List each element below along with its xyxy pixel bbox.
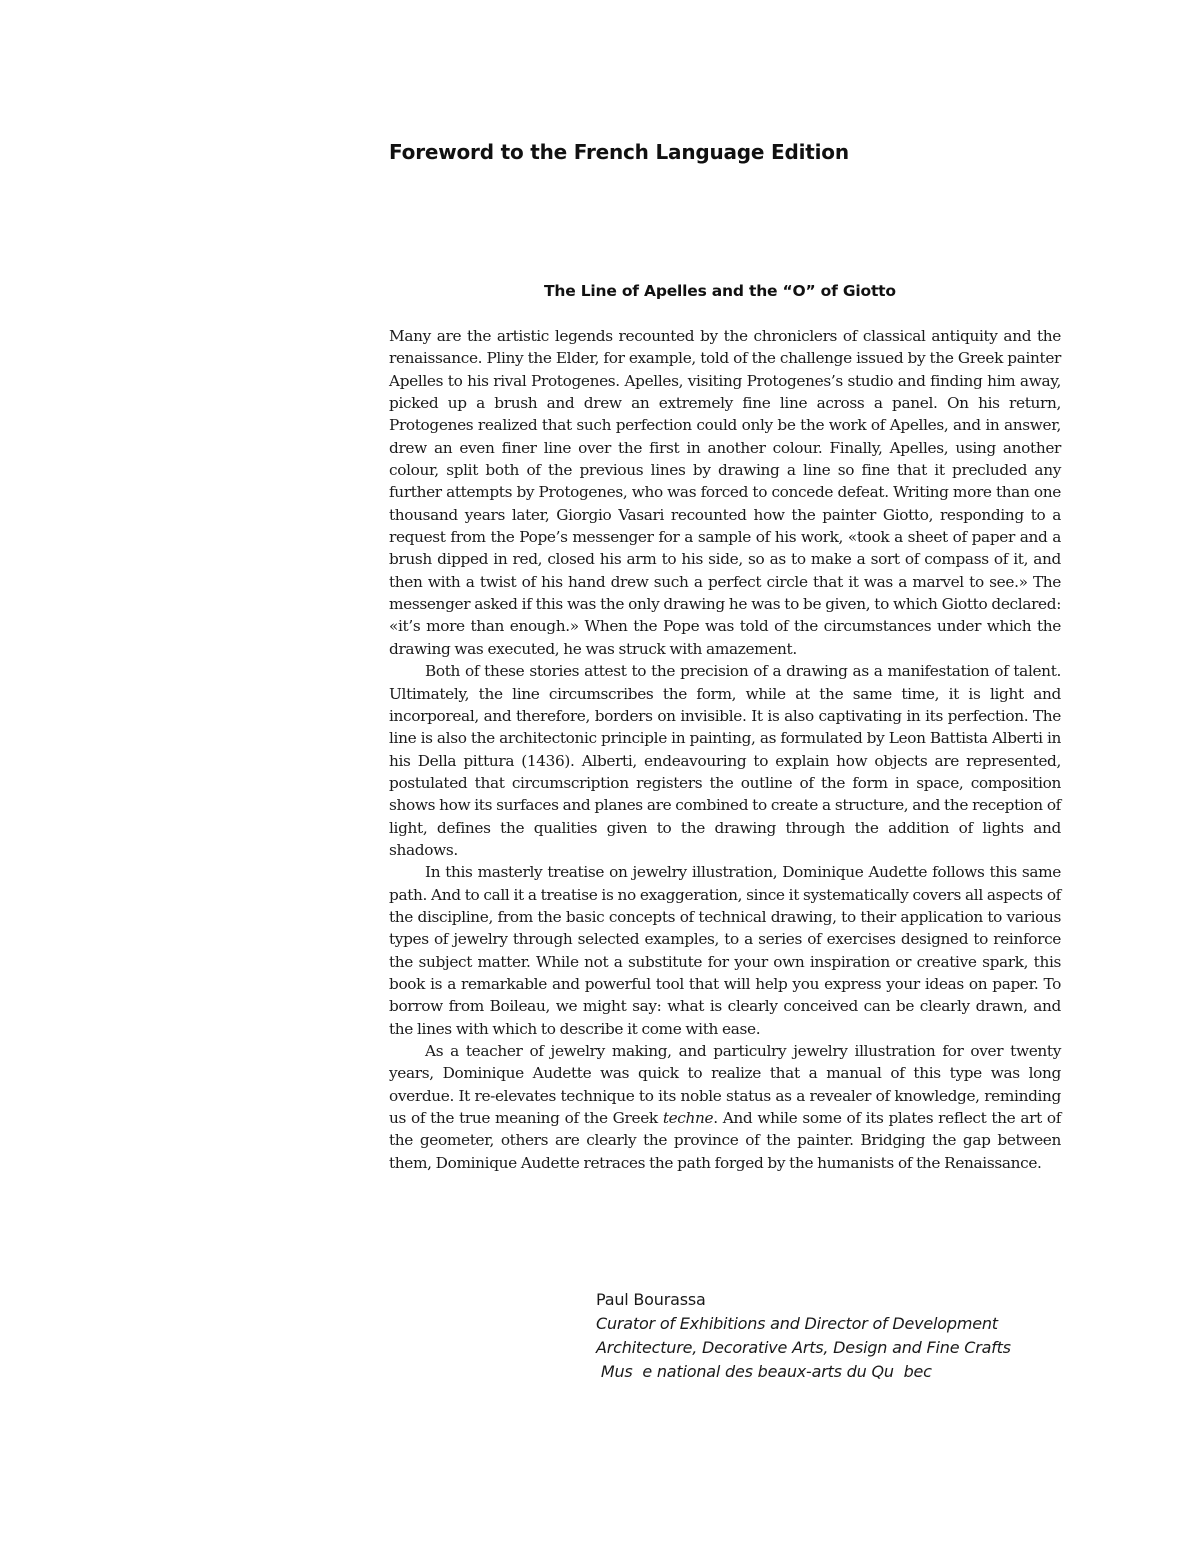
paragraph-4-italic-term: techne [662,1109,714,1128]
foreword-body [389,325,1061,1174]
signature-title-line-2: Architecture, Decorative Arts, Design and Fine Crafts [596,1338,1011,1357]
paragraph-1: Many are the artistic legends recounted by the chroniclers of classical antiquity and the renaissance. Pliny the Elder, for example, told of the challenge issued by the Greek painter Apelles to his rival Protogenes. Apelles, visiting Protogenes’s studio and finding him away, picked up a brush and drew an extremely fine line across a panel. On his return, Protogenes realized that such perfection could only be the work of Apelles, and in answer, drew an even finer line over the first in another colour. Finally, Apelles, using another colour, split both of the previous lines by drawing a line so fine that it precluded any further attempts by Protogenes, who was forced to concede defeat. Writing more than one thousand years later, Giorgio Vasari recounted how the painter Giotto, responding to a request from the Pope’s messenger for a sample of his work, «took a sheet of paper and a brush dipped in red, closed his arm to his side, so as to make a sort of compass of it, and then with a twist of his hand drew such a perfect circle that it was a marvel to see.» The messenger asked if this was the only drawing he was to be given, to which Giotto declared: «it’s more than enough.» When the Pope was told of the circumstances under which the drawing was executed, he was struck with amazement. [389,327,1061,658]
paragraph-4-part-2: . And while some of its plates reflect the art of the geometer, others are clearly the province of the painter. Bridging the gap between them, Dominique Audette retraces the path forged by the humanists of the Renaissance. [389,1109,1062,1172]
section-title: The Line of Apelles and the “O” of Giotto [544,282,896,300]
page-title: Foreword to the French Language Edition [389,140,849,164]
paragraph-4 [389,1040,1061,1174]
signature-block [596,1288,1011,1384]
paragraph-2: Both of these stories attest to the precision of a drawing as a manifestation of talent. Ultimately, the line circumscribes the form, while at the same time, it is light and incorporeal, and therefore, borders on invisible. It is also captivating in its perfection. The line is also the architectonic principle in painting, as formulated by Leon Battista Alberti in his Della pittura (1436). Alberti, endeavouring to explain how objects are represented, postulated that circumscription registers the outline of the form in space, composition shows how its surfaces and planes are combined to create a structure, and the reception of light, defines the qualities given to the drawing through the addition of lights and shadows. [389,662,1061,859]
signature-title-line-1: Curator of Exhibitions and Director of Development [596,1314,998,1333]
signature-name: Paul Bourassa [596,1290,706,1309]
signature-institution: Mus e national des beaux-arts du Qu bec [596,1362,932,1381]
paragraph-3: In this masterly treatise on jewelry illustration, Dominique Audette follows this same path. And to call it a treatise is no exaggeration, since it systematically covers all aspects of the discipline, from the basic concepts of technical drawing, to their application to various types of jewelry through selected examples, to a series of exercises designed to reinforce the subject matter. While not a substitute for your own inspiration or creative spark, this book is a remarkable and powerful tool that will help you express your ideas on paper. To borrow from Boileau, we might say: what is clearly conceived can be clearly drawn, and the lines with which to describe it come with ease. [389,863,1061,1038]
paragraph-4-part-1: As a teacher of jewelry making, and particulry jewelry illustration for over twenty years, Dominique Audette was quick to realize that a manual of this type was long overdue. It re-elevates technique to its noble status as a revealer of knowledge, reminding us of the true meaning of the Greek [389,1042,1061,1128]
